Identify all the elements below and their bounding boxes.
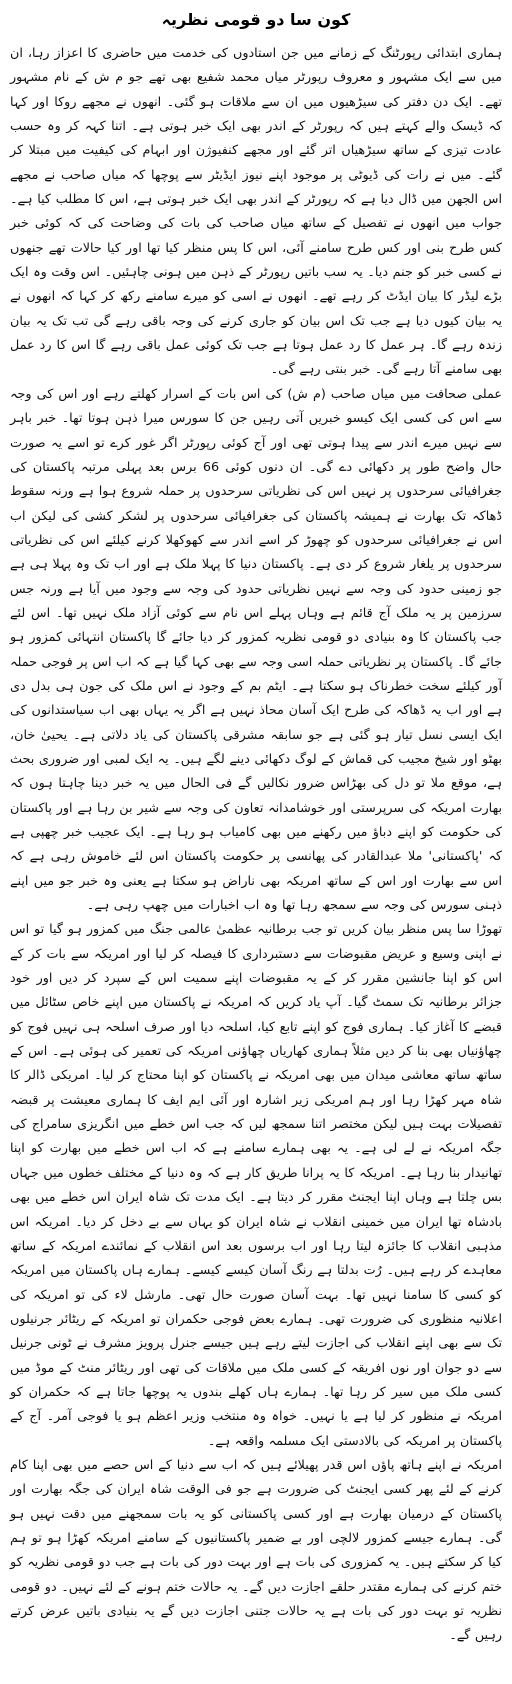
paragraph-4: امریکہ نے اپنے ہاتھ پاؤں اس قدر پھیلائے ہیں کہ اب سے دنیا کے اس حصے میں بھی اپنا کام کرنے کے لئے پھر کسی ایجنٹ کی ضرورت ہے جو فی الوقت شاہ ایران کی جگہ بھارت اور پاکستان کے درمیان بھارت ہے اور کسی پاکستانی کو یہ بات سمجھنے میں دقت نہیں ہو گی۔ ہمارے جیسے کمزور لالچی اور بے ضمیر پاکستانیوں کے سامنے امریکہ کھڑا ہو تو ہم کیا کر سکتے ہیں۔ یہ کمزوری کی بات ہے اور بہت دور کی بات ہے جب دو قومی نظریہ کو ختم کرنے کی ہمارے مقتدر حلقے اجازت دیں گے۔ یہ حالات ختم ہونے کے لئے نہیں۔ دو قومی نظریہ تو بہت دور کی بات ہے یہ حالات جتنی اجازت دیں گے یہ بنیادی باتیں عرض کرتے رہیں گے۔: [10, 1457, 502, 1644]
article-title: کون سا دو قومی نظریہ: [161, 10, 351, 29]
paragraph-2: عملی صحافت میں میاں صاحب (م ش) کی اس بات کے اسرار کھلتے رہے اور اس کی وجہ سے اس کی کسی ایک کیسو خبریں آتی رہیں جن کا سورس میرا ذہن ہوتا تھا۔ خبر باہر سے نہیں میرے اندر سے پیدا ہوتی تھی اور آج کوئی رپورٹر اگر غور کرے تو اسے یہ صورت حال واضح طور پر دکھائی دے گی۔ ان دنوں کوئی 66 برس بعد پہلی مرتبہ پاکستان کی جغرافیائی سرحدوں پر نہیں اس کی نظریاتی سرحدوں پر حملہ شروع ہوا ہے ورنہ سقوط ڈھاکہ تک بھارت نے ہمیشہ پاکستان کی جغرافیائی سرحدوں پر لشکر کشی کی لیکن اب اس نے جغرافیائی سرحدوں کو چھوڑ کر اسے اندر سے کھوکھلا کرنے کیلئے اس کی نظریاتی سرحدوں پر یلغار شروع کر دی ہے۔ پاکستان دنیا کا پہلا ملک ہے اور اب تک وہ پہلا ہی ہے جو زمینی حدود کی وجہ سے نہیں نظریاتی حدود کی وجہ سے وجود میں آیا ہے ورنہ جس سرزمین پر یہ ملک آج قائم ہے وہاں پہلے اس نام سے کوئی آزاد ملک نہیں تھا۔ اس لئے جب پاکستان کا وہ بنیادی دو قومی نظریہ کمزور کر دیا جائے گا پاکستان انتہائی کمزور ہو جائے گا۔ پاکستان پر نظریاتی حملہ اسی وجہ سے بھی کہا گیا ہے کہ اب اس پر فوجی حملہ آور کیلئے سخت خطرناک ہو سکتا ہے۔ ایٹم بم کے وجود نے اس ملک کی جون ہی بدل دی ہے اور اب یہ ڈھاکہ کی طرح ایک آسان محاذ نہیں ہے اگر یہ یہاں بھی اب سیاستدانوں کی ایک ایسی نسل تیار ہو گئی ہے جو سابقہ مشرقی پاکستان کی یاد دلاتی ہے۔ یحییٰ خان، بھٹو اور شیخ مجیب کی قماش کے لوگ دکھائی دینے لگے ہیں۔ یہ ایک لمبی اور ضروری بحث ہے، موقع ملا تو دل کی بھڑاس ضرور نکالیں گے فی الحال میں یہ خبر دینا چاہتا ہوں کہ بھارت امریکہ کی سرپرستی اور خوشامدانہ تعاون کی وجہ سے شیر بن رہا ہے اور پاکستان کی حکومت کو اپنے دباؤ میں رکھنے میں بھی کامیاب ہو رہا ہے۔ ایک عجیب خبر چھپی ہے کہ 'پاکستانی' ملا عبدالقادر کی پھانسی پر حکومت پاکستان اس لئے خاموش رہی ہے کہ اس سے بھارت اور اس کے ساتھ امریکہ بھی ناراض ہو سکتا ہے یعنی وہ خبر جو میں اپنے ذہنی سورس کی وجہ سے سمجھ رہا تھا وہ اب اخبارات میں چھپ رہی ہے۔: [10, 386, 502, 914]
paragraph-1: ہماری ابتدائی رپورٹنگ کے زمانے میں جن استادوں کی خدمت میں حاضری کا اعزاز رہا، ان میں سے ایک مشہور و معروف رپورٹر میاں محمد شفیع بھی تھے جو م ش کے نام مشہور تھے۔ ایک دن دفتر کی سیڑھیوں میں ان سے ملاقات ہو گئی۔ انھوں نے مجھے روکا اور کہا کہ ڈیسک والے کہتے ہیں کہ رپورٹر کے اندر بھی ایک خبر ہوتی ہے۔ اتنا کہہ کر وہ حسب عادت تیزی کے ساتھ سیڑھیاں اتر گئے اور مجھے کنفیوژن اور ابہام کی کیفیت میں مبتلا کر گئے۔ میں نے رات کی ڈیوٹی پر موجود اپنے نیوز ایڈیٹر سے پوچھا کہ میاں صاحب نے مجھے اس الجھن میں ڈال دیا ہے کہ رپورٹر کے اندر بھی ایک خبر ہوتی ہے، اس کا مطلب کیا ہے۔ جواب میں انھوں نے تفصیل کے ساتھ میاں صاحب کی بات کی وضاحت کی کہ کوئی خبر کس طرح بنی اور کس طرح سامنے آئی، اس کا پس منظر کیا تھا اور کیا حالات تھے جنھوں نے کسی خبر کو جنم دیا۔ یہ سب باتیں رپورٹر کے ذہن میں ہونی چاہئیں۔ اس وقت وہ ایک بڑے لیڈر کا بیان ایڈٹ کر رہے تھے۔ انھوں نے اسی کو میرے سامنے رکھ کر کہا کہ انھوں نے یہ بیان کیوں دیا ہے جب تک اس بیان کو جاری کرنے کی وجہ باقی رہے گی تب تک یہ بیان زندہ رہے گا۔ ہر عمل کا رد عمل ہوتا ہے جب تک کوئی عمل باقی رہے گا اس کا رد عمل بھی سامنے آتا رہے گی۔ خبر بنتی رہے گی۔: [10, 46, 502, 378]
article: [10, 6, 502, 1649]
paragraph-3: تھوڑا سا پس منظر بیان کریں تو جب برطانیہ عظمیٰ عالمی جنگ میں کمزور ہو گیا تو اس نے اپنی وسیع و عریض مقبوضات سے دستبرداری کا فیصلہ کر لیا اور امریکہ سے بات کر کے اس کو اپنا جانشین مقرر کر کے یہ مقبوضات اپنے سمیت اس کے سپرد کر دیں اور خود جزائر برطانیہ تک سمٹ گیا۔ آپ یاد کریں کہ امریکہ نے پاکستان میں اپنے خاص سٹائل میں قبضے کا آغاز کیا۔ ہماری فوج کو اپنے تابع کیا، اسلحہ دیا اور صرف اسلحہ ہی نہیں فوج کو چھاؤنیاں بھی بنا کر دیں مثلاً ہماری کھاریاں چھاؤنی امریکہ کی تعمیر کی ہوئی ہے۔ اس کے ساتھ ساتھ معاشی میدان میں بھی امریکہ نے پاکستان کو اپنا محتاج کر لیا۔ امریکی ڈالر کا شاہ مہر کھڑا رہا اور ہم امریکی زیر اشارہ اور آئی ایم ایف کا ہماری معیشت پر قبضہ تفصیلات بہت ہیں لیکن مختصر اتنا سمجھ لیں کہ جب اس خطے میں انگریزی سامراج کی جگہ امریکہ نے لے لی ہے۔ یہ بھی ہمارے سامنے ہے کہ اب اس خطے میں بھارت کو اپنا تھانیدار بنا رہا ہے۔ امریکہ کا یہ پرانا طریق کار ہے کہ وہ دنیا کے مختلف خطوں میں جہاں بس چلتا ہے وہاں اپنا ایجنٹ مقرر کر دیتا ہے۔ ایک مدت تک شاہ ایران اس خطے میں بھی بادشاہ تھا ایران میں خمینی انقلاب نے شاہ ایران کو یہاں سے بے دخل کر دیا۔ امریکہ اس مذہبی انقلاب کا جائزہ لیتا رہا اور اب برسوں بعد اس انقلاب کے نمائندے امریکہ کے ساتھ معاہدے کر رہے ہیں۔ رُت بدلتا ہے رنگ آسان کیسے کیسے۔ ہمارے ہاں پاکستان میں امریکہ کو کسی کا سامنا نہیں تھا۔ بہت آسان صورت حال تھی۔ مارشل لاء کی تو امریکہ کی اعلانیہ منظوری کی ضرورت تھی۔ ہمارے بعض فوجی حکمران تو امریکہ کے ریٹائر جرنیلوں تک سے بھی اپنے انقلاب کی اجازت لیتے رہے ہیں جیسے جنرل پرویز مشرف نے ٹونی جرنیل سے دو جوان اور نوں افریقہ کے کسی ملک میں ملاقات کی تھی اور ریٹائر منٹ کے موڈ میں کسی ملک میں سیر کر رہا تھا۔ ہمارے ہاں کھلے بندوں یہ پوچھا جاتا ہے کہ حکمران کو امریکہ نے منظور کر لیا ہے یا نہیں۔ خواہ وہ منتخب وزیر اعظم ہو یا فوجی آمر۔ آج کے پاکستان پر امریکہ کی بالادستی ایک مسلمہ واقعہ ہے۔: [10, 922, 502, 1449]
